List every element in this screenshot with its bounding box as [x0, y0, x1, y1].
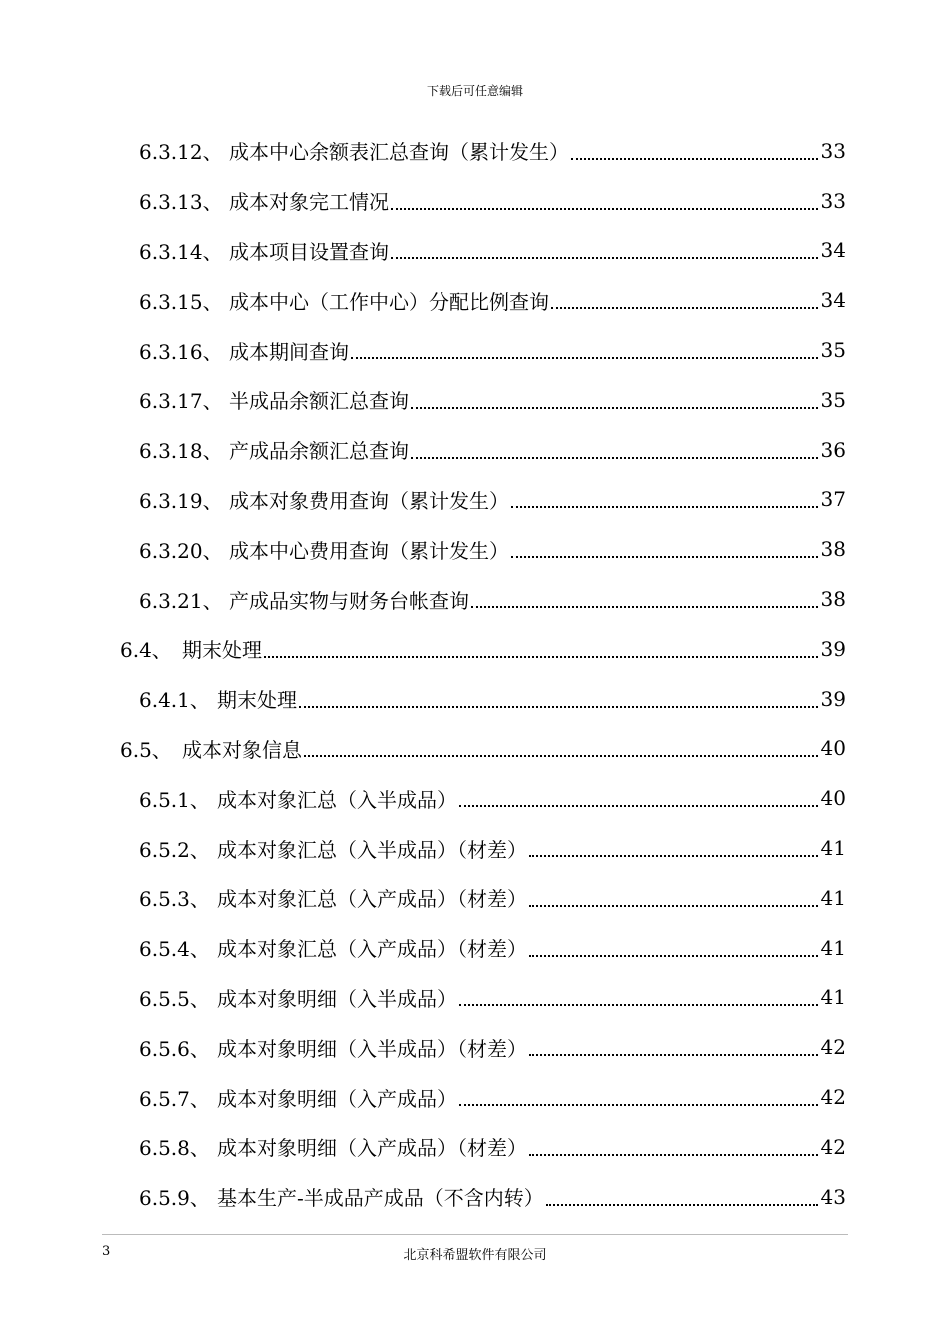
toc-entry-title: 成本对象信息: [182, 737, 302, 762]
toc-entry-number: 6.5.7、: [139, 1086, 210, 1111]
toc-entry-page: 33: [820, 138, 846, 163]
toc-dot-leader: [511, 556, 818, 558]
toc-entry[interactable]: [0, 375, 950, 425]
toc-entry[interactable]: [0, 524, 950, 574]
toc-entry[interactable]: [0, 325, 950, 375]
toc-entry-title: 产成品实物与财务台帐查询: [229, 588, 469, 613]
toc-entry-page: 35: [820, 338, 846, 363]
toc-entry-number: 6.5.2、: [139, 837, 210, 862]
toc-entry[interactable]: [0, 773, 950, 823]
toc-entry-page: 41: [820, 885, 846, 910]
toc-dot-leader: [546, 1204, 818, 1206]
toc-entry-number: 6.5.1、: [139, 787, 210, 812]
toc-entry-title: 成本项目设置查询: [229, 239, 389, 264]
toc-entry[interactable]: [0, 923, 950, 973]
toc-entry[interactable]: [0, 823, 950, 873]
toc-dot-leader: [351, 357, 818, 359]
toc-dot-leader: [529, 855, 818, 857]
toc-dot-leader: [529, 1154, 818, 1156]
toc-entry-title: 成本对象汇总（入半成品）: [217, 787, 457, 812]
toc-entry-title: 成本对象汇总（入产成品）（材差）: [217, 887, 527, 912]
toc-entry-number: 6.5.8、: [139, 1136, 210, 1161]
toc-entry[interactable]: [0, 574, 950, 624]
toc-entry-number: 6.3.18、: [139, 439, 223, 464]
toc-dot-leader: [264, 656, 818, 658]
toc-entry-number: 6.3.19、: [139, 488, 223, 513]
toc-entry-page: 39: [820, 636, 846, 661]
toc-entry-number: 6.5、: [120, 737, 172, 762]
toc-entry[interactable]: [0, 624, 950, 674]
toc-entry-title: 成本对象费用查询（累计发生）: [229, 488, 509, 513]
toc-entry-page: 42: [820, 1085, 846, 1110]
toc-entry-number: 6.3.20、: [139, 538, 223, 563]
toc-entry-title: 成本对象汇总（入半成品）（材差）: [217, 837, 527, 862]
toc-entry-number: 6.5.5、: [139, 986, 210, 1011]
toc-dot-leader: [511, 506, 818, 508]
toc-dot-leader: [459, 1004, 818, 1006]
toc-entry-number: 6.3.16、: [139, 339, 223, 364]
toc-dot-leader: [529, 955, 818, 957]
toc-entry[interactable]: [0, 475, 950, 525]
toc-entry-title: 成本对象明细（入产成品）: [217, 1086, 457, 1111]
toc-entry-title: 产成品余额汇总查询: [229, 439, 409, 464]
header-note: 下载后可任意编辑: [426, 84, 523, 98]
footer-page-number: 3: [102, 1244, 111, 1259]
toc-entry-number: 6.3.13、: [139, 190, 223, 215]
toc-entry-page: 37: [820, 487, 846, 512]
toc-entry-number: 6.3.12、: [139, 140, 223, 165]
footer-divider: [102, 1234, 848, 1235]
toc-entry-number: 6.5.3、: [139, 887, 210, 912]
toc-entry-number: 6.5.4、: [139, 937, 210, 962]
toc-entry-page: 35: [820, 387, 846, 412]
toc-dot-leader: [304, 755, 818, 757]
toc-entry[interactable]: [0, 674, 950, 724]
toc-dot-leader: [459, 1104, 818, 1106]
toc-entry-page: 40: [820, 736, 846, 761]
toc-entry-title: 成本期间查询: [229, 339, 349, 364]
toc-entry-number: 6.4.1、: [139, 688, 210, 713]
toc-entry-page: 38: [820, 587, 846, 612]
toc-entry-number: 6.3.15、: [139, 289, 223, 314]
toc-entry[interactable]: [0, 275, 950, 325]
toc-entry-page: 39: [820, 686, 846, 711]
toc-dot-leader: [391, 257, 818, 259]
toc-entry-page: 34: [820, 238, 846, 263]
toc-dot-leader: [529, 1054, 818, 1056]
toc-dot-leader: [299, 706, 818, 708]
toc-dot-leader: [529, 905, 818, 907]
toc-dot-leader: [459, 805, 818, 807]
toc-dot-leader: [411, 457, 818, 459]
toc-dot-leader: [411, 407, 818, 409]
toc-entry-title: 成本中心（工作中心）分配比例查询: [229, 289, 549, 314]
toc-entry-number: 6.3.14、: [139, 239, 223, 264]
toc-entry-page: 41: [820, 985, 846, 1010]
toc-entry-number: 6.5.6、: [139, 1036, 210, 1061]
toc-entry-title: 成本中心余额表汇总查询（累计发生）: [229, 140, 569, 165]
toc-entry-title: 成本中心费用查询（累计发生）: [229, 538, 509, 563]
toc-entry-page: 36: [820, 437, 846, 462]
toc-entry[interactable]: [0, 724, 950, 774]
toc-entry[interactable]: [0, 1072, 950, 1122]
toc-entry-number: 6.3.17、: [139, 389, 223, 414]
toc-entry[interactable]: [0, 126, 950, 176]
toc-entry-page: 40: [820, 786, 846, 811]
toc-dot-leader: [551, 307, 818, 309]
toc-entry-page: 34: [820, 288, 846, 313]
footer-company-name: 北京科希盟软件有限公司: [403, 1248, 547, 1263]
toc-entry-number: 6.5.9、: [139, 1186, 210, 1211]
toc-entry[interactable]: [0, 1122, 950, 1172]
toc-entry[interactable]: [0, 226, 950, 276]
toc-entry-page: 38: [820, 537, 846, 562]
toc-entry-title: 成本对象汇总（入产成品）（材差）: [217, 937, 527, 962]
toc-entry-page: 42: [820, 1134, 846, 1159]
toc-dot-leader: [391, 208, 818, 210]
toc-entry-title: 成本对象明细（入半成品）（材差）: [217, 1036, 527, 1061]
toc-entry[interactable]: [0, 873, 950, 923]
toc-entry-title: 成本对象完工情况: [229, 190, 389, 215]
toc-dot-leader: [471, 606, 818, 608]
toc-entry-title: 期末处理: [217, 688, 297, 713]
toc-entry[interactable]: [0, 176, 950, 226]
toc-entry-page: 41: [820, 836, 846, 861]
toc-entry[interactable]: [0, 1172, 950, 1222]
toc-entry[interactable]: [0, 425, 950, 475]
toc-entry[interactable]: [0, 1022, 950, 1072]
toc-entry-page: 41: [820, 935, 846, 960]
toc-dot-leader: [571, 158, 818, 160]
toc-entry-title: 基本生产-半成品产成品（不含内转）: [217, 1186, 544, 1211]
toc-entry[interactable]: [0, 973, 950, 1023]
toc-entry-title: 成本对象明细（入半成品）: [217, 986, 457, 1011]
table-of-contents: [0, 126, 950, 1222]
toc-entry-title: 半成品余额汇总查询: [229, 389, 409, 414]
toc-entry-page: 43: [820, 1184, 846, 1209]
toc-entry-number: 6.4、: [120, 638, 172, 663]
toc-entry-title: 期末处理: [182, 638, 262, 663]
toc-entry-number: 6.3.21、: [139, 588, 223, 613]
toc-entry-page: 42: [820, 1035, 846, 1060]
toc-entry-title: 成本对象明细（入产成品）（材差）: [217, 1136, 527, 1161]
toc-entry-page: 33: [820, 188, 846, 213]
